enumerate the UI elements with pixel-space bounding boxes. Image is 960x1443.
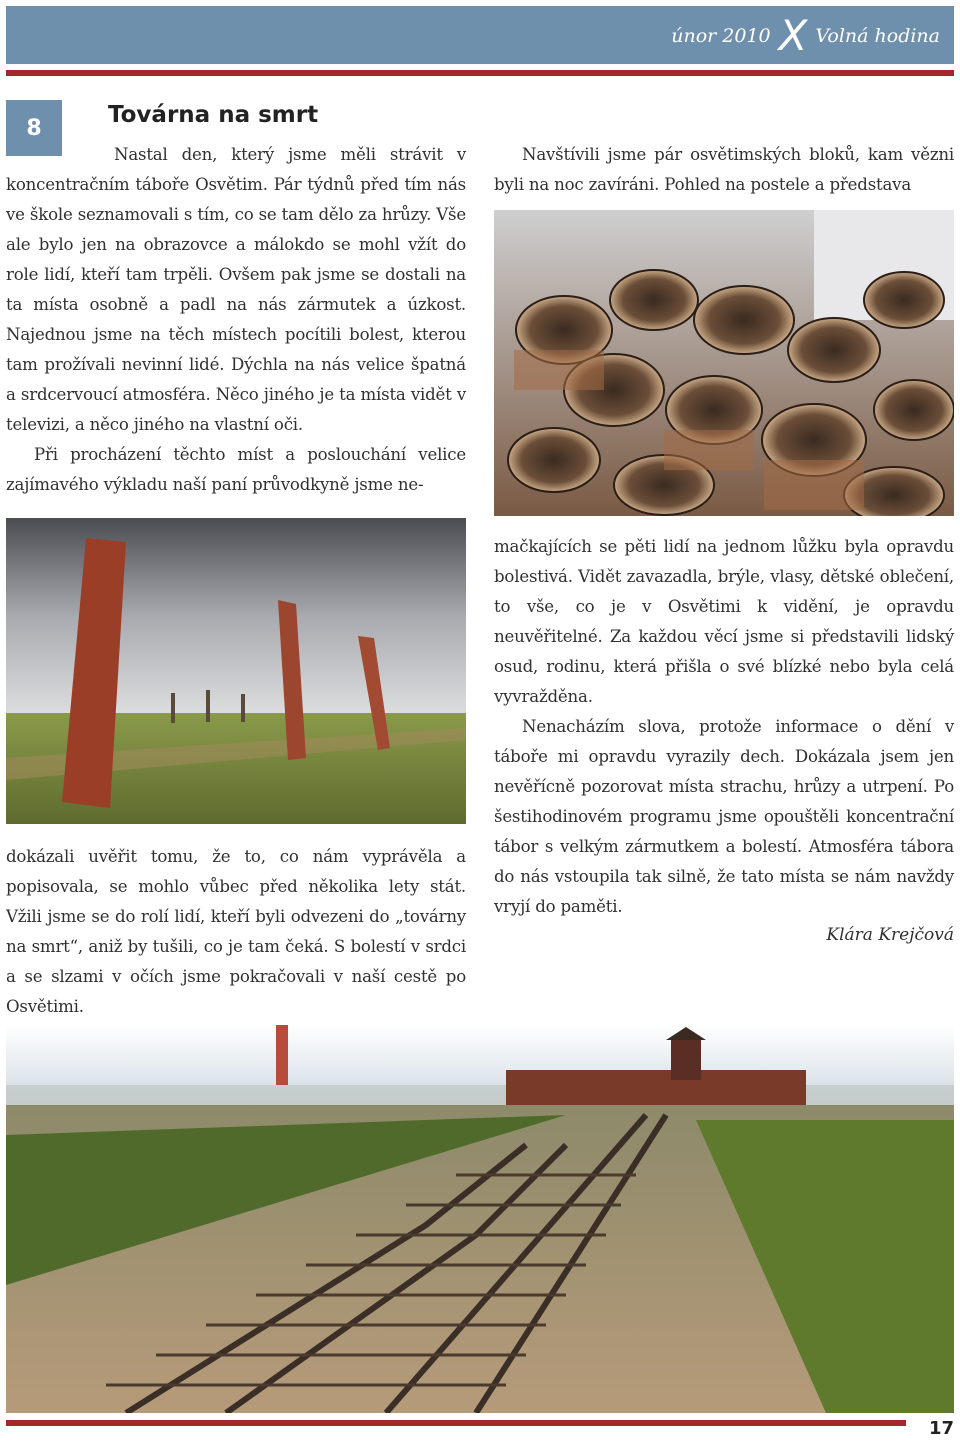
photo-zyklon-cans bbox=[494, 210, 954, 516]
paragraph: dokázali uvěřit tomu, že to, co nám vyprávěla a popisovala, se mohlo vůbec před několika lety stát. Vžili jsme se do rolí lidí, kteří byli odvezeni do „továrny na smrt“, aniž by tušili, co je tam čeká. S bolestí v srdci a se slzami v očích jsme pokračovali v naší cestě po Osvětimi. bbox=[6, 847, 466, 1016]
section-number-badge: 8 bbox=[6, 100, 62, 156]
column2-top-text bbox=[494, 140, 954, 200]
paragraph: Nastal den, který jsme měli strávit v koncentračním táboře Osvětim. Pár týdnů před tím nás ve škole seznamovali s tím, co se tam dělo za hrůzy. Vše ale bylo jen na obrazovce a málokdo se mohl vžít do role lidí, kteří tam trpěli. Ovšem pak jsme se dostali na ta místa osobně a padl na nás zármutek a úzkost. Najednou jsme na těch místech pocítili bolest, kterou tam prožívali nevinní lidé. Dýchla na nás velice špatná a srdcervoucí atmosféra. Něco jiného je ta místa vidět v televizi, a něco jiného na vlastní oči. bbox=[6, 145, 466, 434]
header-bar bbox=[6, 6, 954, 64]
column1-bottom-text bbox=[6, 842, 466, 1022]
photo-chimneys bbox=[6, 518, 466, 824]
photo-railway-birkenau bbox=[6, 1025, 954, 1413]
issue-date: únor 2010 bbox=[671, 25, 771, 47]
paragraph: Navštívili jsme pár osvětimských bloků, kam vězni byli na noc zavíráni. Pohled na postele a představa bbox=[494, 145, 954, 194]
header-divider bbox=[6, 70, 954, 76]
section-name: Volná hodina bbox=[815, 25, 940, 47]
column1-top-text bbox=[6, 140, 466, 500]
paragraph: Při procházení těchto míst a poslouchání velice zajímavého výkladu naší paní průvodkyně jsme ne- bbox=[6, 445, 466, 494]
article-title: Továrna na smrt bbox=[108, 102, 319, 128]
header-text bbox=[671, 11, 940, 60]
magazine-logo: X bbox=[778, 11, 808, 60]
column2-bottom-text bbox=[494, 532, 954, 922]
footer-divider bbox=[6, 1420, 906, 1426]
author-signature: Klára Krejčová bbox=[826, 925, 954, 945]
page-number: 17 bbox=[928, 1418, 954, 1439]
paragraph: mačkajících se pěti lidí na jednom lůžku byla opravdu bolestivá. Vidět zavazadla, brýle, vlasy, dětské oblečení, to vše, co je v Osvětimi k vidění, je opravdu neuvěřitelné. Za každou věcí jsme si představili lidský osud, rodinu, která přišla o své blízké nebo byla celá vyvražděna. bbox=[494, 537, 954, 706]
paragraph: Nenacházím slova, protože informace o dění v táboře mi opravdu vyrazily dech. Dokázala jsem jen nevěřícně pozorovat místa strachu, hrůzy a utrpení. Po šestihodinovém programu jsme opouštěli koncentrační tábor s velkým zármutkem a bolestí. Atmosféra tábora do nás vstoupila tak silně, že tato místa se nám navždy vryjí do paměti. bbox=[494, 717, 954, 916]
